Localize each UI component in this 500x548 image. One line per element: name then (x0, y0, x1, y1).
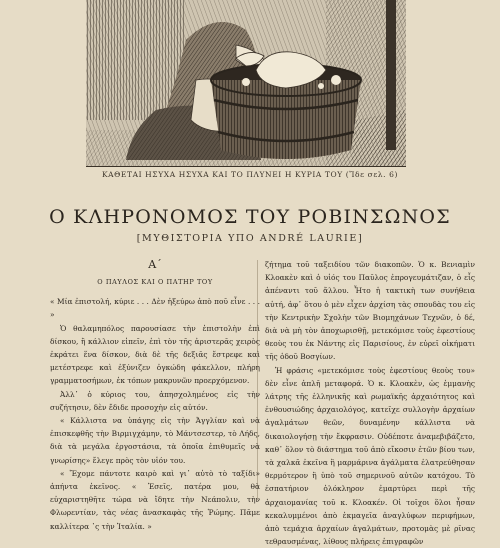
illustration-caption: ΚΑΘΕΤΑΙ ΗΣΥΧΑ ΗΣΥΧΑ ΚΑΙ ΤΟ ΠΛΥΝΕΙ Η ΚΥΡΙΑ ΤΟΥ (Ἴδε σελ. 6) (101, 170, 399, 179)
paragraph: Ἀλλ᾽ ὁ κύριος του, ἀπησχολημένος εἰς τὴν συζήτησιν, δὲν ἔδιδε προσοχὴν εἰς αὐτόν. (50, 389, 260, 412)
right-column (265, 258, 475, 548)
chapter-title: Ο ΠΑΥΛΟΣ ΚΑΙ Ο ΠΑΤΗΡ ΤΟΥ (97, 278, 213, 286)
left-column (50, 258, 260, 533)
paragraph: « Ἔχομε πάντοτε καιρὸ καὶ γι᾽ αὐτὸ τὸ ταξίδι» ἀπήντα ἐκεῖνος. « Ἐσεῖς, πατέρα μου, θὰ εὐχαριστηθῆτε τώρα νὰ ἴδητε τὴν Νεάπολιν, τὴν Φλωρεντίαν, τὰς νέας ἀνασκαφὰς τῆς Ῥώμης. Πᾶμε καλλίτερα ᾽ς τὴν Ἰταλία. » (50, 468, 260, 531)
paragraph: « Μία ἐπιστολή, κύριε . . . Δὲν ἠξεύρω ἀπὸ ποῦ εἶνε . . . » (50, 297, 260, 320)
paragraph: Ἡ φράσις «μετεκόμισε τοὺς ἐφεστίους θεοὺς του» δὲν εἶνε ἁπλῆ μεταφορά. Ὁ κ. Κλοακὲν, ὡς ἐμμανὴς λάτρης τῆς ἑλληνικῆς καὶ ρωμαϊκῆς ἀρχαιότητος καὶ ἐνθουσιώδης ἀρχαιολόγος, κατεῖχε συλλογὴν ἀρχαίων ἀγαλμάτων θεῶν, δυναμένην κάλλιστα νὰ δικαιολογήσῃ τὴν ἔκφρασιν. Οὐδέποτε ἀναμεβιβάζετο, καθ᾽ ὅλον τὸ διάστημα τοῦ ἀπὸ εἴκοσιν ἐτῶν βίου των, τὰ χαλκᾶ ἐκεῖνα ἢ μαρμάρινα ἀγάλματα ἐλατρεύθησαν θερμότερον ἢ ὑπὸ τοῦ σημερινοῦ αὐτῶν κατόχου. Τὸ ἐσπατήριον ὁλόκληρον ἐμαρτύρει περὶ τῆς ἀρχαιομανίας τοῦ κ. Κλοακέν. Οἱ τοῖχοι ὅλοι ἦσαν κεκαλυμμένοι ἀπὸ ἐκμαγεῖα ἀναγλύφων περιφήμων, ἀπὸ τεμάχια ἀρχαίων ἀγαλμάτων, προτομὰς μὲ ρῖνας τεθραυσμένας, λίθους πλήρεις ἐπιγραφῶν (265, 365, 475, 547)
woman-washing-tub-engraving (86, 0, 406, 166)
chapter-number: Α΄ (148, 258, 162, 271)
paragraph: Ὁ θαλαμηπόλος παρουσίασε τὴν ἐπιστολὴν ἐπὶ δίσκου, ἢ κάλλιον εἰπεῖν, ἐπὶ τὸν τῆς ἀριστερᾶς χειρὸς ἐκράτει ἕνα δίσκον, διὰ δὲ τῆς δεξιᾶς ἔστρεφε καὶ μετέστρεφε καὶ ἐξύνιζεν ὀγκώδη φάκελλον, πλήρη γραμματοσήμων, ἐκ τόπων μακρυνῶν προερχόμενον. (50, 323, 260, 386)
article-title: Ο ΚΛΗΡΟΝΟΜΟΣ ΤΟΥ ΡΟΒΙΝΣΩΝΟΣ (49, 206, 451, 228)
engraving-illustration (86, 0, 406, 167)
paragraph: « Κάλλιστα να ὑπάγης εἰς τὴν Ἀγγλίαν καὶ νὰ ἐπισκεφθῆς τὴν Βιρμιγχάμην, τὸ Μάντσεστερ, τὸ Λήδς, διὰ τὰ μεγάλα ἐργοστάσια, τὰ ὁποῖα ἐπιθυμεῖς νὰ γνωρίσης» ἔλεγε πρὸς τὸν υἱόν του. (50, 416, 260, 465)
paragraph: ζήτημα τοῦ ταξειδίου τῶν διακοπῶν. Ὁ κ. Βενιαμὶν Κλοακὲν καὶ ὁ υἱός του Παῦλος ἐπρογευμάτιζαν, ὁ εἷς ἀπέναντι τοῦ ἄλλου. Ἦτο ἡ τακτικὴ των συνήθεια αὐτή, ἀφ᾽ ὅτου ὁ μὲν εἶχεν ἀρχίση τὰς σπουδὰς του εἰς τὴν Κεντρικὴν Σχολὴν τῶν Βιομηχάνων Τεχνῶν, ὁ δέ, διὰ νὰ μὴ τὸν ἀποχωρισθῇ, μετεκόμισε τοὺς ἐφεστίους θεοὺς του ἐκ Νάντης εἰς Παρισίους, ἐν εὐρεῖ οἰκήματι τῆς ὁδοῦ Βοσγίων. (265, 260, 475, 362)
article-subtitle: [ΜΥΘΙΣΤΟΡΙΑ ΥΠΟ ANDRÉ LAURIE] (136, 233, 364, 244)
